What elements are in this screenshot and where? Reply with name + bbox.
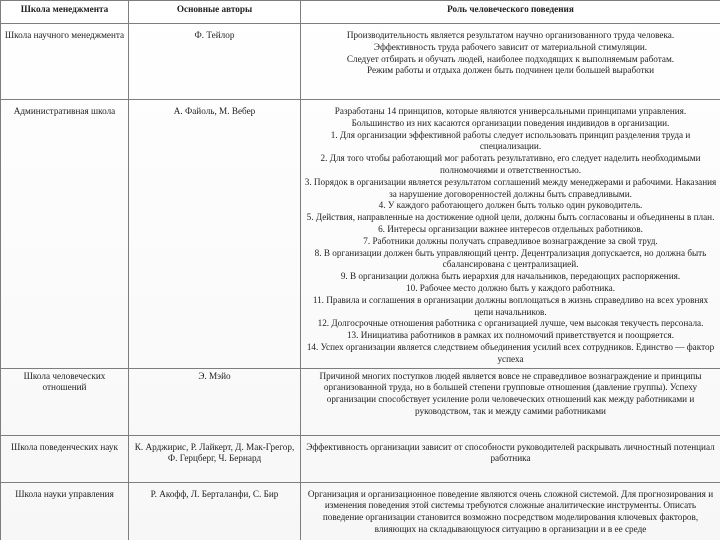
school-cell: Школа науки управления xyxy=(1,482,129,540)
role-line: 4. У каждого работающего должен быть только один руководитель. xyxy=(378,200,643,211)
role-line: 5. Действия, направленные на достижение одной цели, должны быть согласованы и объединены в план. xyxy=(306,212,715,223)
role-line: 7. Работники должны получать справедливое вознаграждение за свой труд. xyxy=(363,235,658,246)
role-line: 11. Правила и соглашения в организации должны воплощаться в жизнь справедливо на всех уровнях цепи начальников. xyxy=(312,294,709,317)
role-line: Причиной многих поступков людей является вовсе не справедливое вознаграждение и принципы организованной труда, но в большей степени групповые отношения (давление группы). Успеху организации способствует усиление роли человеческих отношений как между работниками и руководством, так и между самими работниками xyxy=(319,370,702,416)
role-line: 10. Рабочее место должно быть у каждого работника. xyxy=(406,282,615,293)
role-cell xyxy=(301,482,720,540)
role-line: 14. Успех организации является следствием объединения усилий всех сотрудников. Единство — фактор успеха xyxy=(306,341,715,364)
table-row xyxy=(1,100,720,369)
role-line: 9. В организации должна быть иерархия для начальников, передающих распоряжения. xyxy=(340,271,681,282)
table-row xyxy=(1,24,720,100)
role-line: Эффективность организации зависит от способности руководителей раскрывать личностный потенциал работника xyxy=(306,441,715,464)
school-cell: Административная школа xyxy=(1,100,129,369)
role-cell xyxy=(301,368,720,435)
header-school: Школа менеджмента xyxy=(1,1,129,24)
role-cell xyxy=(301,24,720,100)
role-line: Производительность является результатом научно организованного труда человека. xyxy=(346,30,675,40)
table-row xyxy=(1,435,720,482)
role-line: Эффективность труда рабочего зависит от материальной стимуляции. xyxy=(373,41,648,52)
role-line: 6. Интересы организации важнее интересов отдельных работников. xyxy=(378,223,643,234)
authors-cell: Ф. Тейлор xyxy=(129,24,301,100)
school-cell: Школа человеческих отношений xyxy=(1,368,129,435)
role-line: 3. Порядок в организации является результатом соглашений между менеджерами и рабочими. Наказания за нарушение договоренностей должны быть справедливыми. xyxy=(304,176,717,199)
authors-cell: К. Арджирис, Р. Лайкерт, Д. Мак-Грегор, Ф. Герцберг, Ч. Бернард xyxy=(129,435,301,482)
role-line: 8. В организации должен быть управляющий центр. Децентрализация допускается, но должна быть сбалансирована с централизацией. xyxy=(314,247,707,270)
authors-cell: Р. Акофф, Л. Берталанфи, С. Бир xyxy=(129,482,301,540)
role-line: 12. Долгосрочные отношения работника с организацией лучше, чем высокая текучесть персонала. xyxy=(317,318,704,329)
school-cell: Школа научного менеджмента xyxy=(1,24,129,100)
role-line: Режим работы и отдыха должен быть подчинен цели большей выработки xyxy=(366,65,655,76)
role-line: Следует отбирать и обучать людей, наиболее подходящих к выполняемым работам. xyxy=(346,53,675,64)
authors-cell: Э. Мэйо xyxy=(129,368,301,435)
school-cell: Школа поведенческих наук xyxy=(1,435,129,482)
role-line: 2. Для того чтобы работающий мог работать результативно, его следует наделить необходимыми полномочиями и ответственностью. xyxy=(320,153,701,175)
role-cell xyxy=(301,100,720,369)
role-line: Организация и организационное поведение являются очень сложной системой. Для прогнозирования и изменения поведения этой системы требуются сложные аналитические инструменты. Описать поведение организации становится возможно посредством моделирования ключевых факторов, влияющих на складывающуюся ситуацию в организации и в ее среде xyxy=(307,488,714,534)
table-row xyxy=(1,482,720,540)
table-row xyxy=(1,368,720,435)
role-line: Разработаны 14 принципов, которые являются универсальными принципами управления. xyxy=(334,106,687,116)
authors-cell: А. Файоль, М. Вебер xyxy=(129,100,301,369)
role-line: Большинство из них касаются организации поведения индивидов в организации. xyxy=(351,117,670,128)
role-line: 1. Для организации эффективной работы следует использовать принцип разделения труда и специализации. xyxy=(330,129,691,152)
table-header-row xyxy=(1,1,720,24)
header-role: Роль человеческого поведения xyxy=(301,1,720,24)
role-cell xyxy=(301,435,720,482)
header-authors: Основные авторы xyxy=(129,1,301,24)
role-line: 13. Инициатива работников в рамках их полномочий приветствуется и поощряется. xyxy=(346,330,675,341)
